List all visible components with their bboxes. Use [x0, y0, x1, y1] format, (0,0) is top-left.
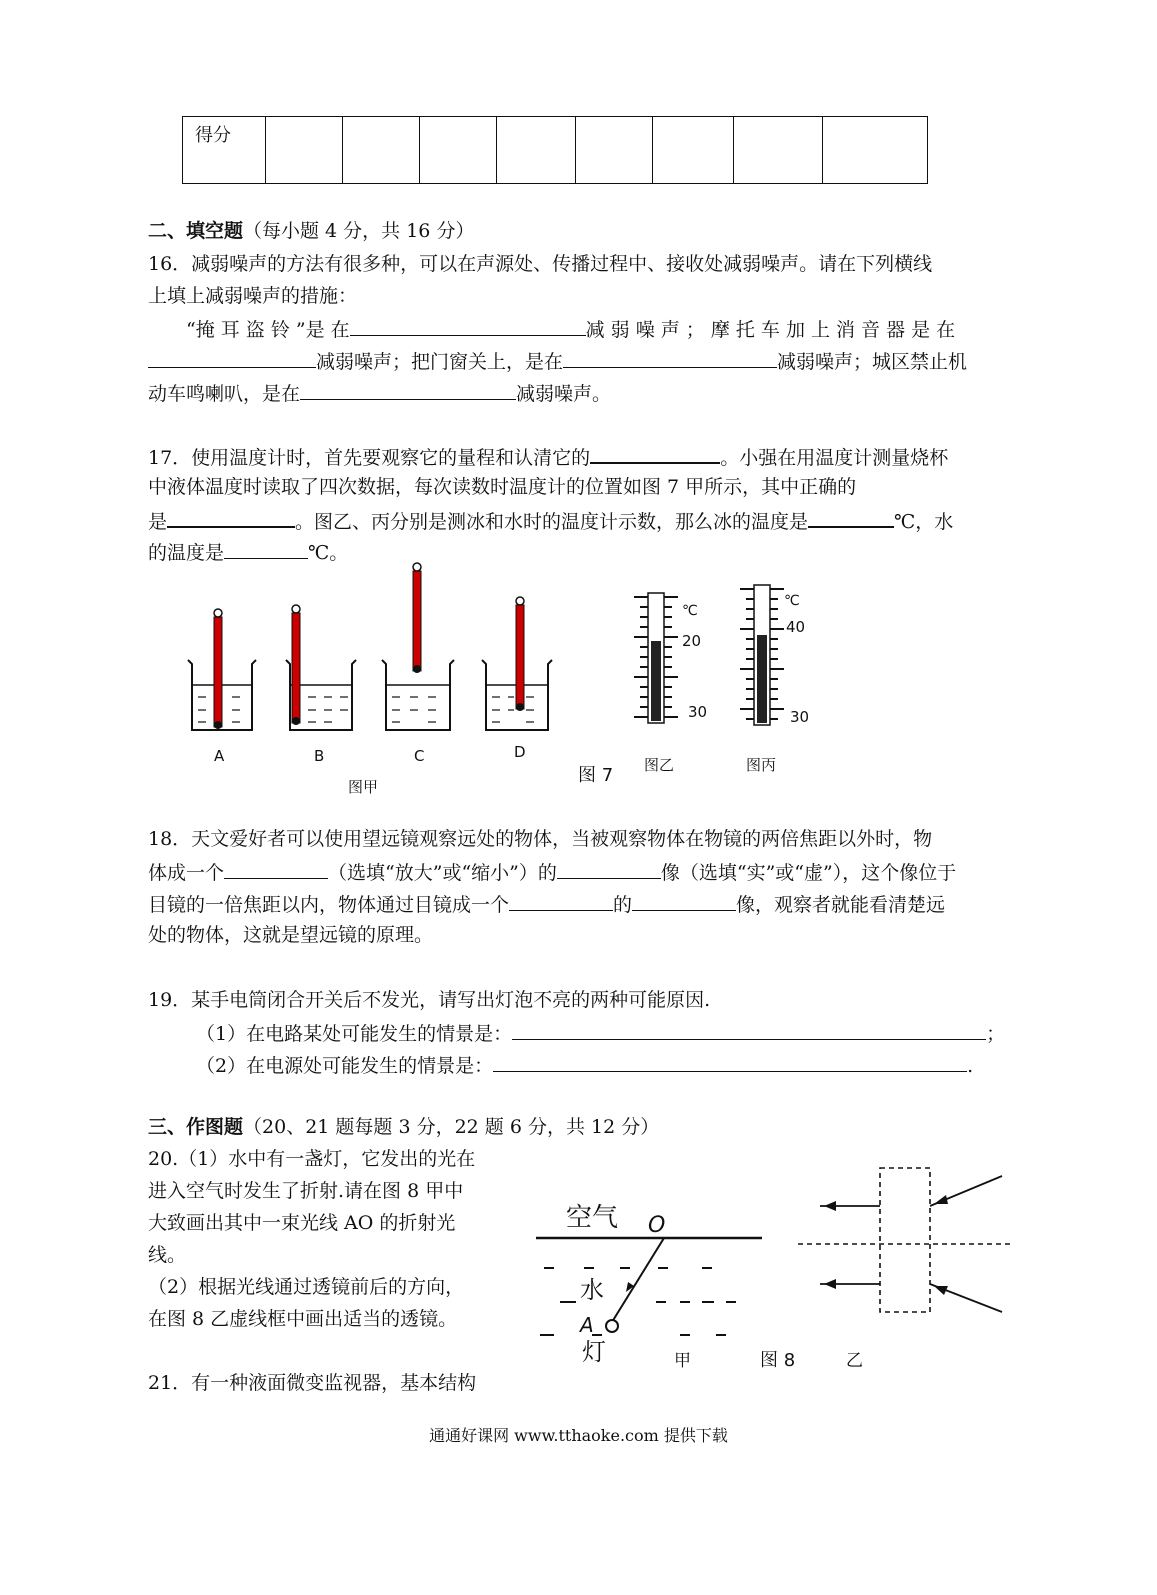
point-a-label: A	[580, 1313, 594, 1337]
answer-blank[interactable]	[512, 1019, 986, 1040]
beaker-c	[382, 563, 454, 765]
beaker-label: A	[214, 747, 225, 765]
ray-ao	[612, 1238, 664, 1322]
unit-label: ℃	[682, 603, 698, 619]
q19-line3	[196, 1051, 973, 1079]
q17-text: ℃，水	[894, 511, 954, 533]
answer-blank[interactable]	[148, 347, 316, 368]
fig8-yi	[798, 1168, 1012, 1312]
q17-line2: 中液体温度时读取了四次数据，每次读数时温度计的位置如图 7 甲所示，其中正确的	[148, 476, 857, 498]
section2-title: 二、填空题	[148, 220, 244, 242]
section3-note: （20、21 题每题 3 分，22 题 6 分，共 12 分）	[243, 1116, 660, 1138]
scale-label: 40	[786, 618, 806, 636]
q17-text: ℃。	[308, 542, 349, 564]
score-cell	[266, 117, 343, 184]
q17-text: 17．使用温度计时，首先要观察它的量程和认清它的	[148, 447, 591, 469]
answer-blank[interactable]	[563, 347, 777, 368]
q17-text: 。图乙、丙分别是测冰和水时的温度计示数，那么冰的温度是	[295, 511, 809, 533]
score-cell	[343, 117, 420, 184]
beaker-d	[482, 597, 552, 761]
scale-label: 20	[682, 632, 702, 650]
beaker-a	[188, 609, 256, 765]
q19-text: .	[967, 1055, 974, 1077]
q18-line1: 18．天文爱好者可以使用望远镜观察远处的物体，当被观察物体在物镜的两倍焦距以外时，物	[148, 828, 933, 850]
q16-line1: 16．减弱噪声的方法有很多种，可以在声源处、传播过程中、接收处减弱噪声。请在下列横线	[148, 253, 933, 275]
q18-text: 体成一个	[148, 862, 225, 884]
q19-text: （2）在电源处可能发生的情景是：	[196, 1055, 494, 1077]
q21-line1: 21．有一种液面微变监视器，基本结构	[148, 1372, 477, 1394]
answer-blank[interactable]	[224, 858, 328, 879]
fig7-caption: 图 7	[578, 765, 614, 786]
score-table	[182, 116, 928, 184]
q19-line1: 19．某手电筒闭合开关后不发光，请写出灯泡不亮的两种可能原因.	[148, 989, 711, 1011]
q16-line5	[148, 379, 611, 407]
water-label: 水	[580, 1276, 604, 1304]
scale-label: 30	[688, 703, 708, 721]
q19-line2	[196, 1019, 1005, 1047]
answer-blank[interactable]	[557, 858, 661, 879]
q20-line6: 在图 8 乙虚线框中画出适当的透镜。	[148, 1308, 458, 1330]
fig8-jia	[536, 1203, 762, 1371]
answer-blank[interactable]	[493, 1051, 967, 1072]
answer-blank[interactable]	[590, 442, 720, 464]
fig8-yi-label: 乙	[846, 1351, 863, 1371]
thermometer-bing-label: 图丙	[746, 756, 777, 774]
q16-text: 减弱噪声；城区禁止机	[777, 351, 968, 373]
q20-line4: 线。	[148, 1244, 187, 1266]
q18-line3	[148, 890, 945, 918]
score-cell	[497, 117, 576, 184]
ray-arrow	[934, 1195, 948, 1204]
answer-blank[interactable]	[632, 890, 736, 911]
section3-heading	[148, 1114, 659, 1140]
score-label: 得分	[183, 117, 266, 184]
answer-blank[interactable]	[300, 379, 516, 400]
q16-text: 减弱噪声；把门窗关上，是在	[316, 351, 564, 373]
q16-text: “掩 耳 盗 铃 ”是 在	[186, 319, 350, 341]
fig8-jia-label: 甲	[674, 1351, 691, 1371]
q18-text: 像（选填“实”或“虚”），这个像位于	[660, 862, 957, 884]
section2-heading	[148, 218, 474, 244]
ray-arrow	[934, 1286, 948, 1295]
answer-blank[interactable]	[509, 890, 613, 911]
q16-text: 减 弱 噪 声 ； 摩 托 车 加 上 消 音 器 是 在	[585, 319, 956, 341]
q16-text: 动车鸣喇叭，是在	[148, 383, 301, 405]
air-label: 空气	[566, 1203, 619, 1233]
section3-title: 三、作图题	[148, 1116, 244, 1138]
lens-dashed-box[interactable]	[880, 1168, 930, 1312]
section2-note: （每小题 4 分，共 16 分）	[243, 220, 475, 242]
q16-line2: 上填上减弱噪声的措施：	[148, 285, 358, 307]
thermometer-yi	[634, 593, 707, 774]
q16-line3	[186, 315, 955, 343]
answer-blank[interactable]	[808, 506, 894, 528]
beaker-label: C	[414, 747, 425, 765]
answer-blank[interactable]	[350, 315, 586, 336]
unit-label: ℃	[784, 593, 800, 609]
beaker-b	[286, 605, 356, 765]
beaker-label: D	[514, 743, 526, 761]
figure-7	[160, 555, 860, 805]
figure-8	[530, 1150, 1030, 1380]
ray-arrow	[824, 1201, 836, 1211]
fig8-caption: 图 8	[760, 1350, 796, 1371]
scale-label: 30	[790, 708, 810, 726]
q18-text: 的	[613, 894, 633, 916]
score-cell	[734, 117, 823, 184]
q20-line1: 20.（1）水中有一盏灯，它发出的光在	[148, 1148, 476, 1170]
beaker-label: B	[314, 747, 325, 765]
thermometer-yi-label: 图乙	[644, 756, 675, 774]
point-o-label: O	[648, 1213, 666, 1238]
q17-text: 是	[148, 511, 168, 533]
lamp-label: 灯	[582, 1338, 606, 1366]
thermometer-bing	[740, 585, 809, 774]
score-cell	[420, 117, 497, 184]
q20-line2: 进入空气时发生了折射.请在图 8 甲中	[148, 1180, 464, 1202]
q17-text: 的温度是	[148, 542, 225, 564]
answer-blank[interactable]	[167, 506, 295, 528]
q18-text: 像，观察者就能看清楚远	[736, 894, 946, 916]
fig7-jia-label: 图甲	[348, 778, 379, 796]
q19-text: （1）在电路某处可能发生的情景是：	[196, 1023, 513, 1045]
q20-line3: 大致画出其中一束光线 AO 的折射光	[148, 1212, 456, 1234]
score-cell	[823, 117, 928, 184]
q18-line2	[148, 858, 956, 886]
q16-line4	[148, 347, 967, 375]
ray-arrow	[824, 1279, 836, 1289]
q17-line3	[148, 506, 953, 535]
footer: 通通好课网 www.tthaoke.com 提供下载	[429, 1426, 728, 1445]
q17-line1	[148, 442, 948, 471]
q16-text: 减弱噪声。	[516, 383, 612, 405]
q19-text: ；	[986, 1023, 1006, 1045]
q18-line4: 处的物体，这就是望远镜的原理。	[148, 924, 434, 946]
q18-text: （选填“放大”或“缩小”）的	[328, 862, 557, 884]
q17-text: 。小强在用温度计测量烧杯	[720, 447, 949, 469]
score-cell	[653, 117, 734, 184]
score-cell	[576, 117, 653, 184]
lamp-point	[606, 1320, 618, 1332]
q20-line5: （2）根据光线通过透镜前后的方向，	[148, 1276, 465, 1298]
q18-text: 目镜的一倍焦距以内，物体通过目镜成一个	[148, 894, 510, 916]
